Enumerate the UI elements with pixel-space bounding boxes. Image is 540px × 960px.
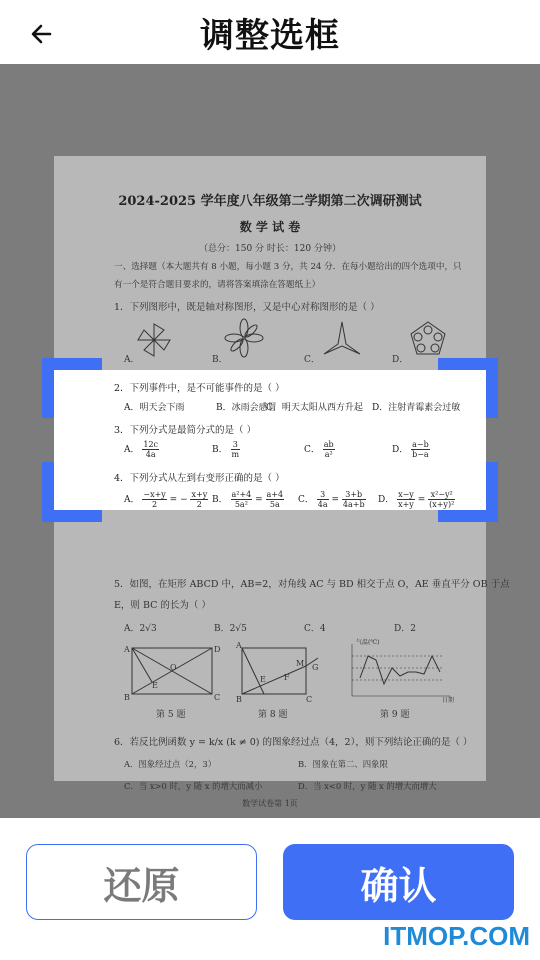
q1-option-b: B．: [212, 355, 228, 365]
crop-workspace[interactable]: [0, 64, 540, 818]
svg-text:F: F: [284, 673, 290, 682]
fig-caption-9: 第 9 题: [380, 710, 410, 720]
section-line-1: 一、选择题（本大题共有 8 小题，每小题 3 分，共 24 分．在每小题给出的四个选项中，只: [114, 262, 462, 272]
q3-option-c: C． $\frac{ab}{\text{a²}}$: [304, 440, 334, 459]
q6-option-a: A．图象经过点（2，3）: [124, 759, 217, 769]
rectangle-figure-8: [234, 640, 324, 704]
svg-text:E: E: [152, 681, 158, 690]
svg-text:D: D: [214, 645, 221, 654]
q6-option-b: B．图象在第二、四象限: [298, 759, 388, 769]
question-5-line-2: E，则 BC 的长为（ ）: [114, 600, 211, 611]
q3-option-a: A． $\frac{12c}{4a}$: [124, 440, 159, 459]
back-button[interactable]: [22, 14, 62, 54]
arrow-left-icon: [28, 20, 56, 48]
q3-option-d: D． $\frac{a-b}{b-a}$: [392, 440, 429, 459]
q5-option-a: A．2√3: [124, 624, 157, 634]
restore-button[interactable]: 还原: [26, 844, 257, 920]
svg-text:C: C: [306, 695, 313, 704]
doc-subject: 数 学 试 卷: [239, 220, 301, 234]
q1-option-a: A．: [124, 355, 140, 365]
rectangle-figure-5: [124, 642, 224, 704]
question-4: 4．下列分式从左到右变形正确的是（ ）: [114, 473, 285, 484]
svg-text:A: A: [236, 641, 242, 650]
svg-text:M: M: [296, 659, 305, 668]
crop-handle-top-left-vertical[interactable]: [42, 358, 54, 418]
fig-caption-5: 第 5 题: [156, 710, 186, 720]
question-1: 1．下列图形中，既是轴对称图形，又是中心对称图形的是（ ）: [114, 302, 380, 313]
svg-text:G: G: [312, 663, 319, 672]
fig-caption-8: 第 8 题: [258, 710, 288, 720]
pinwheel-figure: [136, 322, 172, 358]
pentagon-figure: [408, 320, 448, 358]
chart-xlabel: 日期: [442, 697, 455, 704]
q4-option-c: C． $\frac{3}{4a}$ = $\frac{3+b}{4a+b}$: [298, 490, 365, 509]
doc-title: 2024-2025 学年度八年级第二学期第二次调研测试: [118, 194, 422, 209]
question-6: 6．若反比例函数 y = k/x (k ≠ 0) 的图象经过点（4，2），则下列结论正确的是（ ）: [114, 737, 473, 748]
svg-text:A: A: [124, 645, 130, 654]
q5-option-d: D．2: [394, 624, 416, 634]
svg-text:B: B: [124, 693, 130, 702]
question-5-line-1: 5．如图，在矩形 ABCD 中，AB=2，对角线 AC 与 BD 相交于点 O，AE 垂直平分 OB 于点: [114, 579, 510, 590]
question-2: 2．下列事件中，是不可能事件的是（ ）: [114, 383, 285, 394]
q5-option-b: B．2√5: [214, 624, 247, 634]
top-bar: [0, 0, 540, 64]
q5-option-c: C．4: [304, 624, 326, 634]
temperature-chart-figure: [342, 638, 462, 704]
svg-text:B: B: [236, 695, 242, 704]
q6-option-d: D．当 x<0 时，y 随 x 的增大而增大: [298, 781, 437, 791]
page-title: 调整选框: [200, 15, 340, 56]
triangle-figure: [322, 320, 362, 358]
q4-option-a: A． $\frac{-x+y}{2}$ = − $\frac{x+y}{2}$: [124, 490, 208, 509]
flower-figure: [224, 318, 264, 358]
q2-option-d: D．注射青霉素会过敏: [372, 403, 461, 413]
chart-ylabel: 气温(℃): [356, 639, 380, 646]
section-line-2: 有一个是符合题目要求的，请将答案填涂在答题纸上）: [114, 280, 321, 290]
q6-option-c: C．当 x>0 时，y 随 x 的增大而减小: [124, 781, 263, 791]
doc-meta: （总分：150 分 时长：120 分钟）: [199, 244, 341, 254]
q2-option-a: A．明天会下雨: [124, 403, 185, 413]
crop-handle-top-right-vertical[interactable]: [486, 358, 498, 418]
q1-option-d: D．: [392, 355, 409, 365]
q2-option-b: B．冰雨会感冒: [216, 403, 277, 413]
bottom-action-bar: [0, 818, 540, 960]
question-3: 3．下列分式是最简分式的是（ ）: [114, 425, 257, 436]
watermark-logo: ITMOP.COM: [383, 921, 530, 951]
svg-text:C: C: [214, 693, 221, 702]
crop-handle-bottom-right-vertical[interactable]: [486, 462, 498, 522]
q3-option-b: B． $\frac{3}{m}$: [212, 440, 240, 459]
doc-footer: 数学试卷第 1页: [242, 799, 298, 808]
svg-text:O: O: [170, 663, 177, 672]
crop-handle-bottom-left-vertical[interactable]: [42, 462, 54, 522]
crop-selection[interactable]: [54, 370, 486, 510]
q1-option-c: C．: [304, 355, 320, 365]
q4-option-b: B． $\frac{\text{a²+4}}{\text{5a²}}$ = $\frac{a+4}{5a}$: [212, 490, 284, 509]
q4-option-d: D． $\frac{x-y}{x+y}$ = $\frac{\text{x²−y²}}{\text{(x+y)²}}$: [378, 490, 455, 509]
svg-text:E: E: [260, 675, 266, 684]
confirm-button[interactable]: 确认: [283, 844, 514, 920]
q2-option-c: C．明天太阳从西方升起: [266, 403, 363, 413]
